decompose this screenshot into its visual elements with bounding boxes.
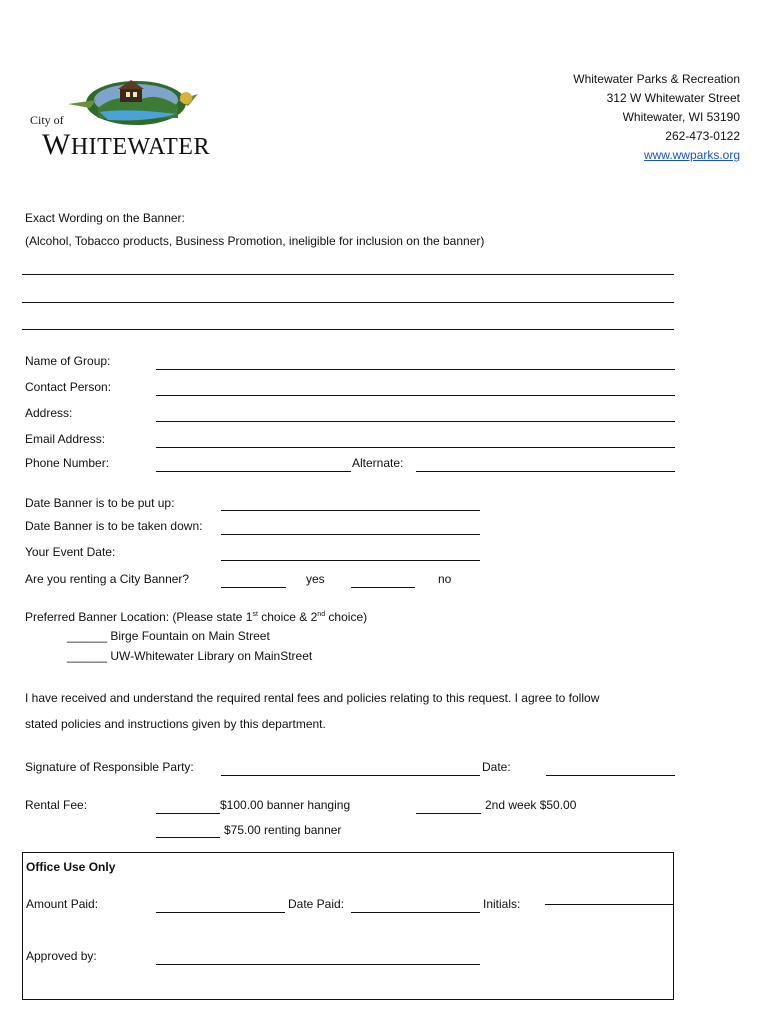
email-field[interactable]	[156, 447, 675, 448]
fee-renting-field[interactable]	[156, 837, 220, 838]
renting-yes-field[interactable]	[221, 587, 286, 588]
preferred-location-label	[25, 610, 367, 624]
put-up-date-field[interactable]	[221, 510, 480, 511]
group-name-field[interactable]	[156, 369, 675, 370]
banner-wording-line-1[interactable]	[22, 274, 674, 275]
banner-wording-label: Exact Wording on the Banner:	[25, 211, 185, 225]
location-sup-2: nd	[317, 611, 326, 618]
phone-label: Phone Number:	[25, 456, 110, 470]
address-field[interactable]	[156, 421, 675, 422]
renting-question-label: Are you renting a City Banner?	[25, 572, 190, 586]
org-name: Whitewater Parks & Recreation	[573, 72, 740, 86]
banner-wording-note: (Alcohol, Tobacco products, Business Promotion, ineligible for inclusion on the banner)	[25, 234, 485, 248]
fee-second-week-label: 2nd week $50.00	[485, 798, 577, 812]
location-sup-1: st	[252, 611, 258, 618]
address-label: Address:	[25, 406, 73, 420]
office-use-title: Office Use Only	[26, 860, 116, 874]
logo-whitewater-text	[42, 128, 210, 162]
location-label-post: choice)	[325, 610, 368, 624]
approved-by-field[interactable]	[156, 964, 480, 965]
location-option-uw-library[interactable]: ______ UW-Whitewater Library on MainStreet	[67, 649, 313, 663]
agreement-line-2: stated policies and instructions given by this department.	[25, 717, 326, 731]
logo-initial: W	[42, 128, 71, 161]
group-name-label: Name of Group:	[25, 354, 111, 368]
logo-city-of-text: City of	[30, 113, 64, 127]
org-website-link[interactable]: www.wwparks.org	[643, 148, 740, 162]
fee-second-week-field[interactable]	[416, 813, 481, 814]
alternate-phone-label: Alternate:	[352, 456, 404, 470]
approved-by-label: Approved by:	[26, 949, 97, 963]
initials-label: Initials:	[483, 897, 521, 911]
contact-person-label: Contact Person:	[25, 380, 112, 394]
date-paid-field[interactable]	[351, 912, 480, 913]
alternate-phone-field[interactable]	[416, 471, 675, 472]
office-use-box	[22, 852, 674, 1000]
fee-hanging-label: $100.00 banner hanging	[220, 798, 351, 812]
phone-field[interactable]	[156, 471, 351, 472]
fee-renting-label: $75.00 renting banner	[224, 823, 342, 837]
date-paid-label: Date Paid:	[288, 897, 345, 911]
rental-fee-label: Rental Fee:	[25, 798, 88, 812]
email-label: Email Address:	[25, 432, 106, 446]
location-label-mid: choice & 2	[257, 610, 318, 624]
signature-label: Signature of Responsible Party:	[25, 760, 194, 774]
taken-down-date-label: Date Banner is to be taken down:	[25, 519, 203, 533]
fee-hanging-field[interactable]	[156, 813, 220, 814]
org-city: Whitewater, WI 53190	[622, 110, 740, 124]
banner-wording-line-2[interactable]	[22, 302, 674, 303]
signature-field[interactable]	[221, 775, 480, 776]
event-date-field[interactable]	[221, 560, 480, 561]
org-phone: 262-473-0122	[665, 129, 740, 143]
amount-paid-label: Amount Paid:	[26, 897, 99, 911]
contact-person-field[interactable]	[156, 395, 675, 396]
banner-wording-line-3[interactable]	[22, 329, 674, 330]
signature-date-field[interactable]	[546, 775, 675, 776]
taken-down-date-field[interactable]	[221, 534, 480, 535]
renting-no-label: no	[438, 572, 452, 586]
renting-yes-label: yes	[306, 572, 325, 586]
put-up-date-label: Date Banner is to be put up:	[25, 496, 175, 510]
logo-name-rest: HITEWATER	[70, 134, 210, 160]
initials-field[interactable]	[545, 904, 674, 905]
event-date-label: Your Event Date:	[25, 545, 116, 559]
signature-date-label: Date:	[482, 760, 511, 774]
agreement-line-1: I have received and understand the required rental fees and policies relating to this request. I agree to follow	[25, 691, 600, 705]
location-label-pre: Preferred Banner Location: (Please state 1	[25, 610, 253, 624]
renting-no-field[interactable]	[351, 587, 415, 588]
location-option-birge-fountain[interactable]: ______ Birge Fountain on Main Street	[67, 629, 270, 643]
amount-paid-field[interactable]	[156, 912, 285, 913]
org-street: 312 W Whitewater Street	[606, 91, 740, 105]
